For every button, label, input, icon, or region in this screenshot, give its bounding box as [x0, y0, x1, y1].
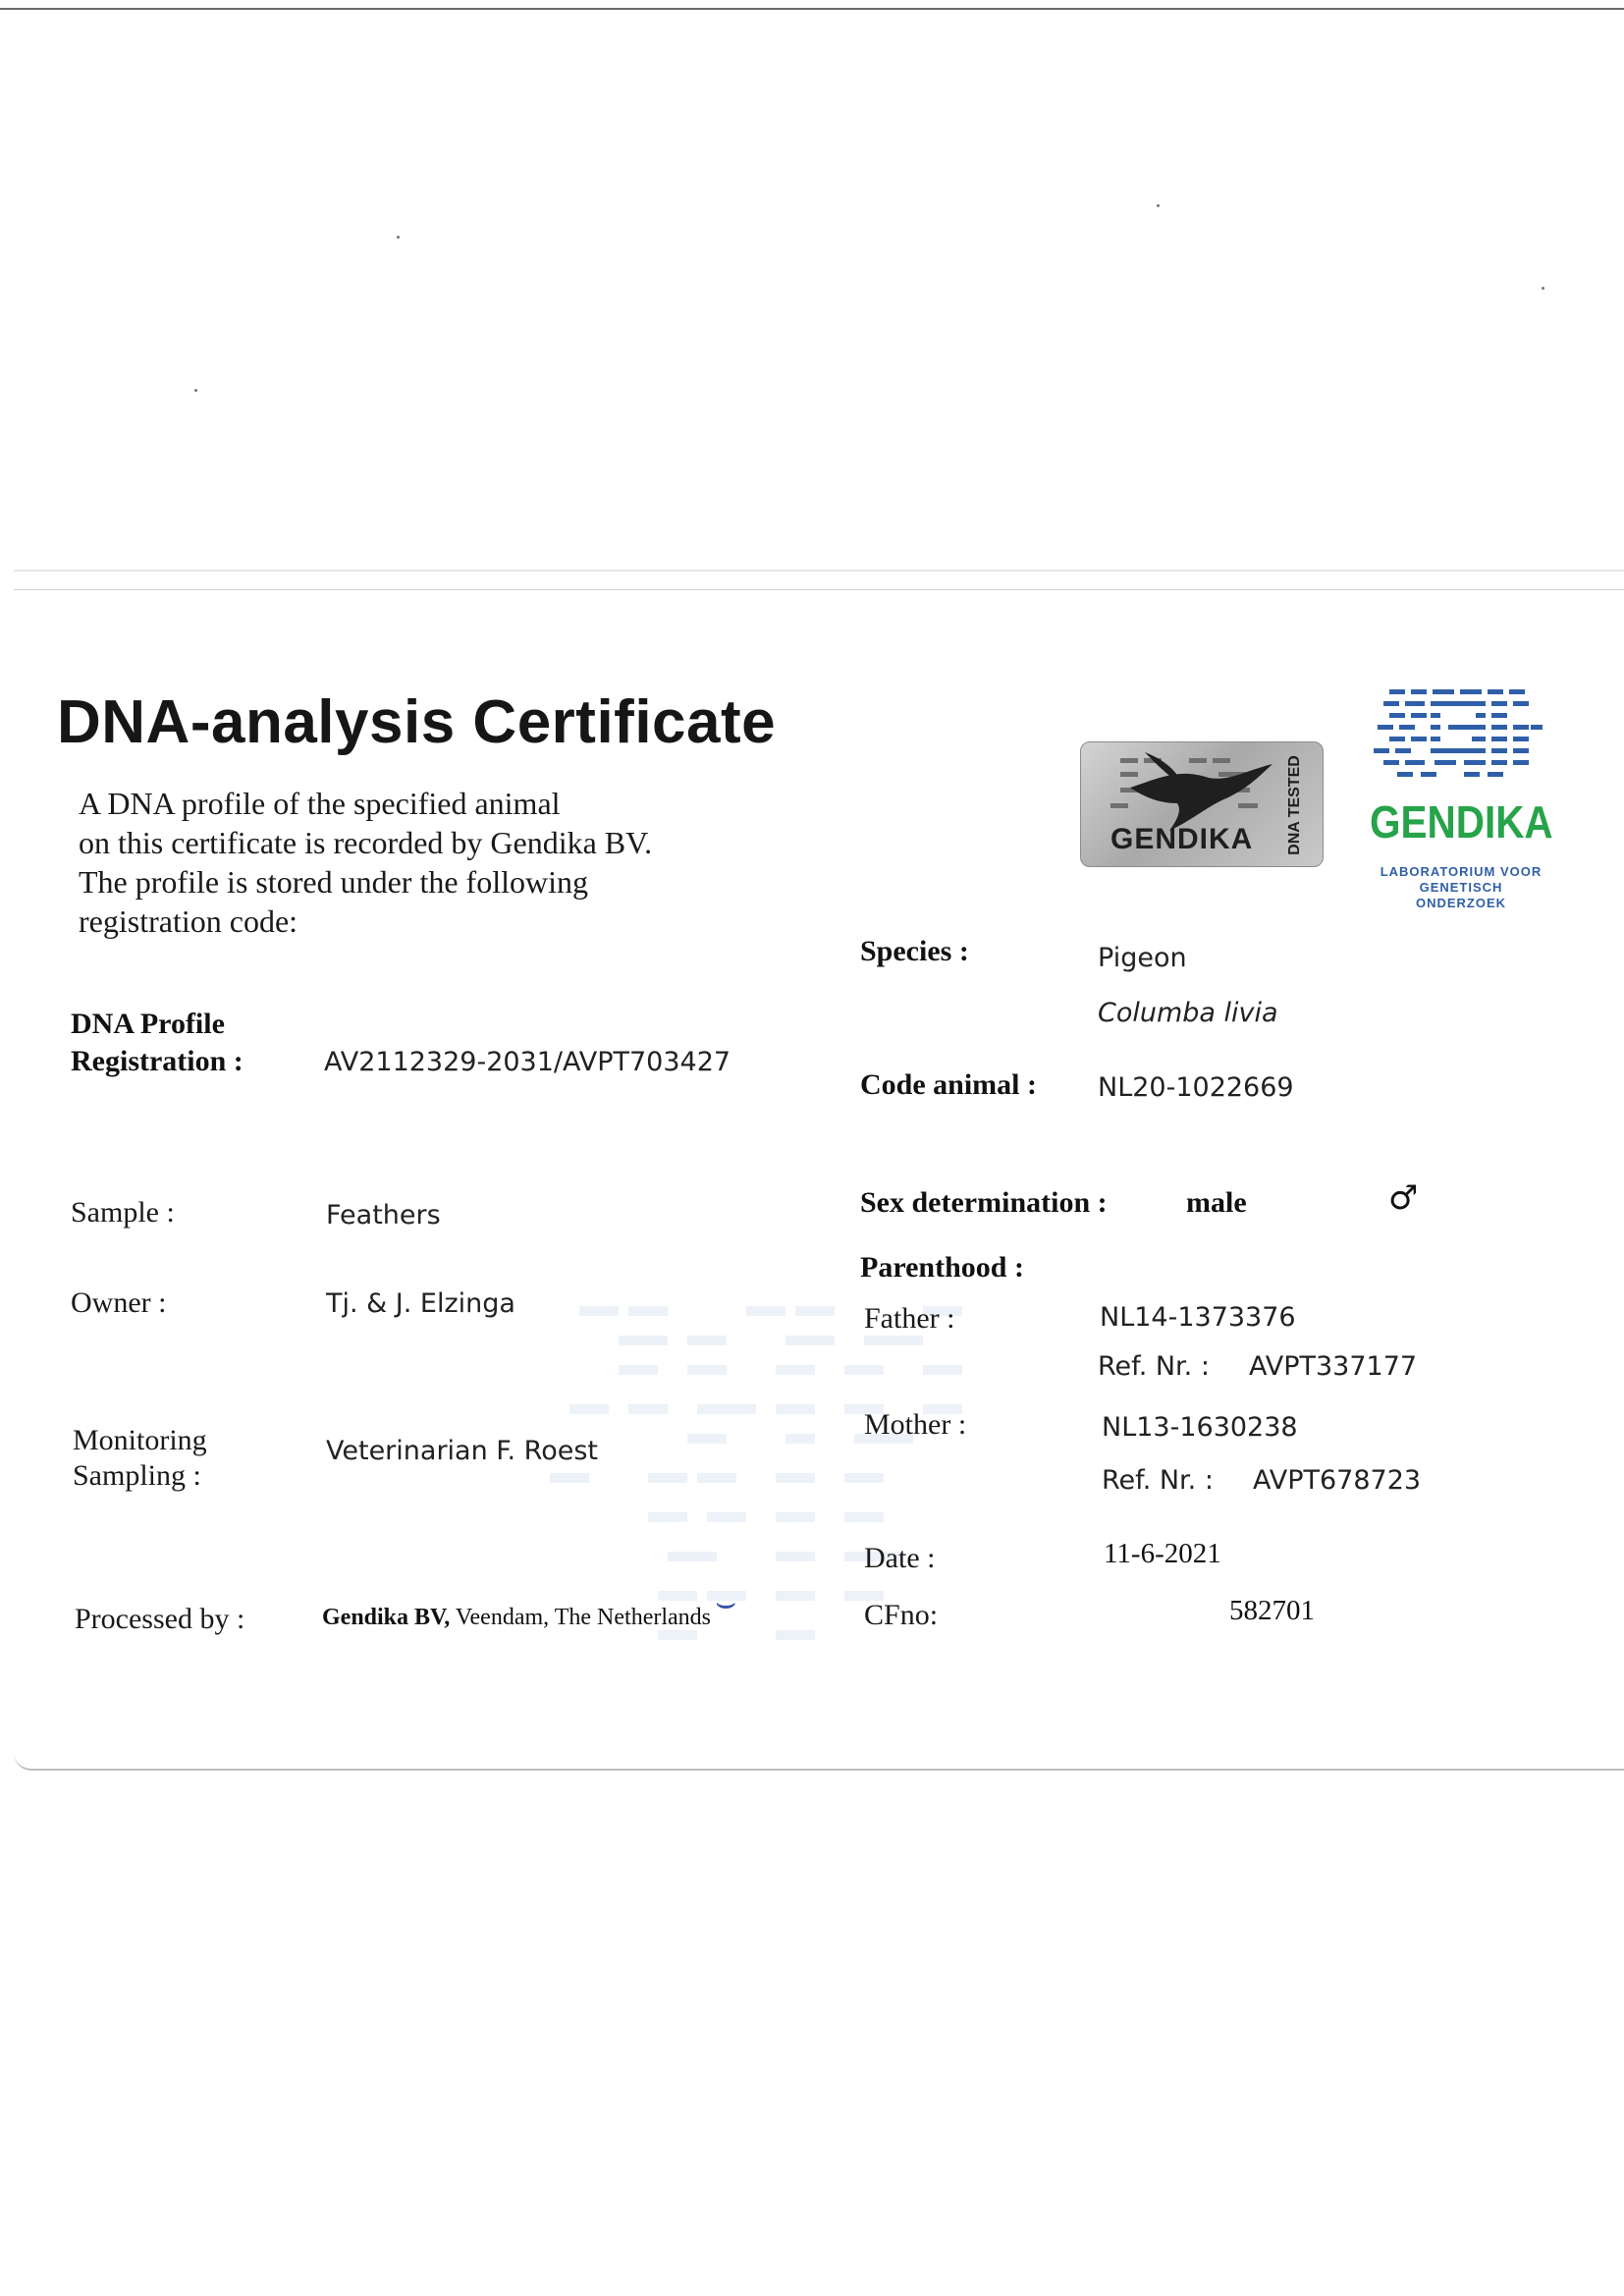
parenthood-label: Parenthood : [860, 1251, 1024, 1284]
date-value: 11-6-2021 [1104, 1538, 1221, 1569]
dna-profile-label-line1: DNA Profile [71, 1008, 225, 1040]
mother-label: Mother : [864, 1408, 967, 1441]
sample-label: Sample : [71, 1196, 175, 1229]
dna-profile-value: AV2112329-2031/AVPT703427 [324, 1047, 731, 1077]
logo-subtitle-line: GENETISCH ONDERZOEK [1415, 880, 1507, 910]
scan-edge-line [0, 8, 1624, 10]
sex-value: male [1186, 1186, 1247, 1219]
sticker-dna-tested: DNA TESTED [1286, 755, 1304, 855]
signature-mark: ⌣ [715, 1583, 737, 1622]
logo-subtitle-line: LABORATORIUM VOOR [1380, 864, 1543, 879]
species-label: Species : [860, 935, 969, 967]
date-label: Date : [864, 1542, 936, 1574]
sticker-brand: GENDIKA [1110, 823, 1254, 855]
mother-ref-value: AVPT678723 [1253, 1465, 1422, 1496]
monitoring-value: Veterinarian F. Roest [326, 1436, 598, 1466]
gendika-logo-subtitle [1373, 864, 1549, 911]
intro-line: A DNA profile of the specified animal [79, 786, 561, 821]
certificate-title: DNA-analysis Certificate [57, 688, 777, 756]
intro-text [79, 784, 785, 941]
male-symbol-icon: ♂ [1388, 1178, 1419, 1218]
processed-by-name: Gendika BV, [322, 1605, 451, 1630]
monitoring-label-line2: Sampling : [73, 1459, 201, 1492]
mother-ref-label: Ref. Nr. : [1102, 1465, 1214, 1496]
gendika-logo-name: GENDIKA [1370, 796, 1553, 847]
intro-line: registration code: [79, 903, 298, 939]
gendika-watermark [550, 1286, 1060, 1660]
owner-label: Owner : [71, 1286, 167, 1319]
mother-value: NL13-1630238 [1102, 1412, 1298, 1443]
dna-profile-label-line2: Registration : [71, 1045, 244, 1077]
father-ref-value: AVPT337177 [1249, 1351, 1418, 1382]
dna-tested-sticker [1080, 741, 1324, 867]
father-ref-label: Ref. Nr. : [1098, 1351, 1210, 1382]
sex-determination-label: Sex determination : [860, 1186, 1108, 1219]
monitoring-label-line1: Monitoring [73, 1424, 207, 1456]
father-label: Father : [864, 1302, 955, 1335]
scan-speck [397, 236, 400, 239]
species-latin-value: Columba livia [1098, 998, 1278, 1028]
sticker-vertical-text [1275, 754, 1315, 856]
scan-speck [1157, 204, 1160, 207]
scan-speck [1542, 287, 1544, 290]
cfno-label: CFno: [864, 1599, 939, 1631]
processed-by-label: Processed by : [75, 1603, 245, 1635]
code-animal-label: Code animal : [860, 1068, 1037, 1101]
father-value: NL14-1373376 [1100, 1302, 1296, 1333]
processed-by-value [322, 1605, 711, 1631]
cfno-value: 582701 [1229, 1595, 1315, 1626]
owner-value: Tj. & J. Elzinga [326, 1288, 515, 1319]
scan-speck [194, 389, 197, 392]
intro-line: The profile is stored under the following [79, 864, 588, 900]
intro-line: on this certificate is recorded by Gendika BV. [79, 825, 653, 860]
species-common-value: Pigeon [1098, 943, 1187, 973]
card-shadow-line [14, 570, 1624, 572]
gendika-logo-icon [1370, 687, 1546, 795]
code-animal-value: NL20-1022669 [1098, 1072, 1294, 1103]
sample-value: Feathers [326, 1200, 441, 1230]
processed-by-place: Veendam, The Netherlands [455, 1605, 711, 1630]
